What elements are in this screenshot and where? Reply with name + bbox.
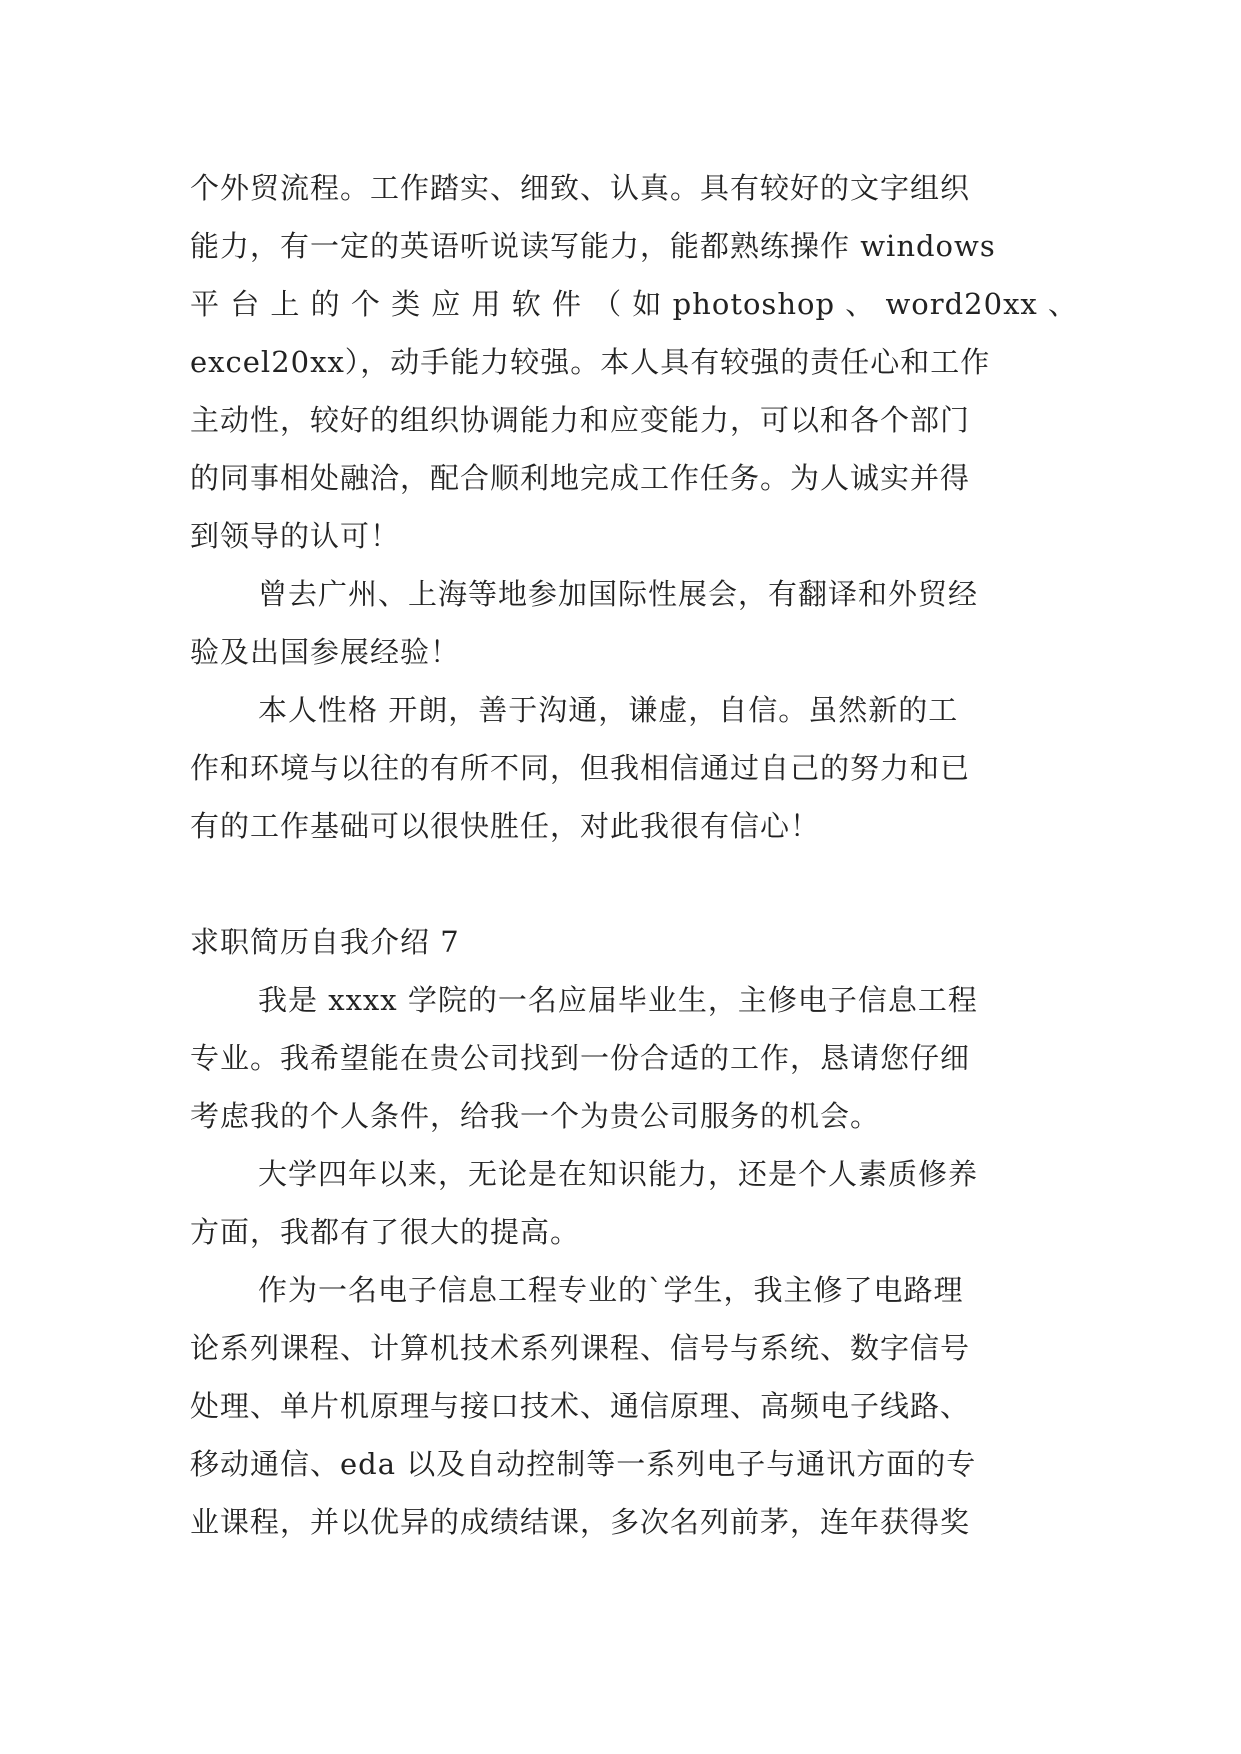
paragraph-line: excel20xx），动手能力较强。本人具有较强的责任心和工作 xyxy=(190,345,991,379)
section-title: 求职简历自我介绍 7 xyxy=(190,925,460,959)
paragraph-line: 验及出国参展经验！ xyxy=(190,635,461,669)
paragraph-line: 作和环境与以往的有所不同，但我相信通过自己的努力和已 xyxy=(190,751,971,785)
paragraph-line: 能力，有一定的英语听说读写能力，能都熟练操作 windows xyxy=(190,229,996,263)
paragraph-line: 移动通信、eda 以及自动控制等一系列电子与通讯方面的专 xyxy=(190,1447,977,1481)
paragraph-line: 有的工作基础可以很快胜任，对此我很有信心！ xyxy=(190,809,821,843)
paragraph-line: 论系列课程、计算机技术系列课程、信号与系统、数字信号 xyxy=(190,1331,971,1365)
paragraph-2 xyxy=(190,565,1050,681)
paragraph-line: 专业。我希望能在贵公司找到一份合适的工作，恳请您仔细 xyxy=(190,1041,971,1075)
paragraph-line: 我是 xxxx 学院的一名应届毕业生，主修电子信息工程 xyxy=(258,983,978,1017)
section-spacer xyxy=(190,855,1050,913)
paragraph-line: 方面，我都有了很大的提高。 xyxy=(190,1215,581,1249)
paragraph-line: 个外贸流程。工作踏实、细致、认真。具有较好的文字组织 xyxy=(190,171,971,205)
paragraph-line: 考虑我的个人条件，给我一个为贵公司服务的机会。 xyxy=(190,1099,881,1133)
paragraph-line: 作为一名电子信息工程专业的`学生，我主修了电路理 xyxy=(258,1273,964,1307)
paragraph-6 xyxy=(190,1261,1050,1551)
paragraph-1 xyxy=(190,159,1078,565)
document-body xyxy=(190,159,1078,1551)
paragraph-line: 大学四年以来，无论是在知识能力，还是个人素质修养 xyxy=(258,1157,979,1191)
paragraph-line: 本人性格 开朗，善于沟通，谦虚，自信。虽然新的工 xyxy=(258,693,959,727)
paragraph-line: 曾去广州、上海等地参加国际性展会，有翻译和外贸经 xyxy=(258,577,979,611)
paragraph-line: 主动性，较好的组织协调能力和应变能力，可以和各个部门 xyxy=(190,403,971,437)
paragraph-5 xyxy=(190,1145,1050,1261)
paragraph-line: 业课程，并以优异的成绩结课，多次名列前茅，连年获得奖 xyxy=(190,1505,971,1539)
paragraph-line: 到领导的认可！ xyxy=(190,519,401,553)
paragraph-3 xyxy=(190,681,1050,855)
paragraph-4 xyxy=(190,971,1050,1145)
paragraph-line: 处理、单片机原理与接口技术、通信原理、高频电子线路、 xyxy=(190,1389,971,1423)
paragraph-line: 平 台 上 的 个 类 应 用 软 件 （ 如 photoshop 、 word20xx 、 xyxy=(190,287,1078,321)
paragraph-line: 的同事相处融洽，配合顺利地完成工作任务。为人诚实并得 xyxy=(190,461,971,495)
